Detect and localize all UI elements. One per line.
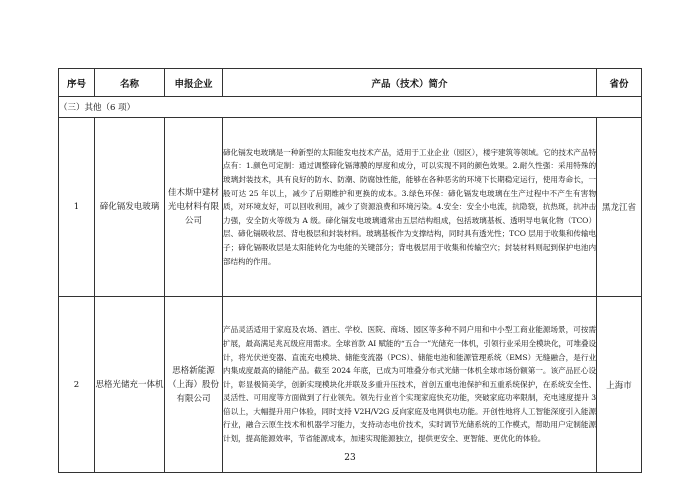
product-table	[58, 68, 642, 473]
province: 黑龙江省	[597, 118, 642, 297]
table-header-row	[59, 69, 642, 97]
company-name: 佳木斯中建材光电材料有限公司	[165, 118, 223, 297]
product-name: 思格光储充一体机	[95, 297, 165, 473]
company-name: 思格新能源（上海）股份有限公司	[165, 297, 223, 473]
product-description: 产品灵活适用于家庭及农场、酒庄、学校、医院、商场、园区等多种不同户用和中小型工商业能源场景，可按需扩展，最高满足兆瓦级应用需求。全球首款 AI 赋能的“五合一”光储充一体机，引领行业采用全模块化，可堆叠设计，将光伏逆变器、直流充电模块、储能变流器（PCS）、储能电池和能源管理系统（EMS）无缝融合，是行业内集成度最高的储能产品。截至 2024 年底，已成为可堆叠分布式光储一体机全球市场份额第一。该产品匠心设计，彰显极简美学，创新实现模块化并联及多重升压技术，首创五重电池保护和五重系统保护，在系统安全性、灵活性、可用度等方面做到了行业领先。领先行业首个实现家庭快充功能，突破家庭功率限制，充电速度提升 3 倍以上，大幅提升用户体验，同时支持 V2H/V2G 反向家庭及电网供电功能。开创性地将人工智能深度引入能源行业，融合云原生技术和机器学习能力，支持动态电价技术，实时调节光储系统的工作模式，帮助用户定制能源计划，提高能源效率，节省能源成本，加速实现能源独立，提供更安全、更智能、更优化的体验。	[223, 297, 597, 473]
table-row	[59, 297, 642, 473]
product-name: 碲化镉发电玻璃	[95, 118, 165, 297]
product-description: 碲化镉发电玻璃是一种新型的太阳能发电技术产品，适用于工业企业（园区），楼宇建筑等领域。它的技术产品特点有：1.颜色可定制：通过调整碲化镉薄膜的厚度和成分，可以实现不同的颜色效果。2.耐久性强：采用特殊的玻璃封装技术，具有良好的防水、防潮、防腐蚀性能，能够在各种恶劣的环境下长期稳定运行，使用寿命长，一般可达 25 年以上，减少了后期维护和更换的成本。3.绿色环保：碲化镉发电玻璃在生产过程中不产生有害物质，对环境友好，可以回收利用，减少了资源浪费和环境污染。4.安全：安全小电流，抗隐裂，抗热斑，抗冲击力强，安全防火等级为 A 级。碲化镉发电玻璃通常由五层结构组成，包括玻璃基板、透明导电氧化物（TCO）层、碲化镉吸收层、背电极层和封装材料。玻璃基板作为支撑结构，同时具有透光性；TCO 层用于收集和传输电子；碲化镉吸收层是太阳能转化为电能的关键部分；背电极层用于收集和传输空穴；封装材料则起到保护电池内部结构的作用。	[223, 118, 597, 297]
header-company: 申报企业	[165, 69, 223, 97]
header-serial: 序号	[59, 69, 95, 97]
province: 上海市	[597, 297, 642, 473]
section-title: （三）其他（6 项）	[59, 97, 642, 118]
header-name: 名称	[95, 69, 165, 97]
section-row	[59, 97, 642, 118]
header-province: 省份	[597, 69, 642, 97]
table-row	[59, 118, 642, 297]
row-number: 2	[59, 297, 95, 473]
page-number: 23	[344, 453, 356, 463]
row-number: 1	[59, 118, 95, 297]
header-description: 产品（技术）简介	[223, 69, 597, 97]
